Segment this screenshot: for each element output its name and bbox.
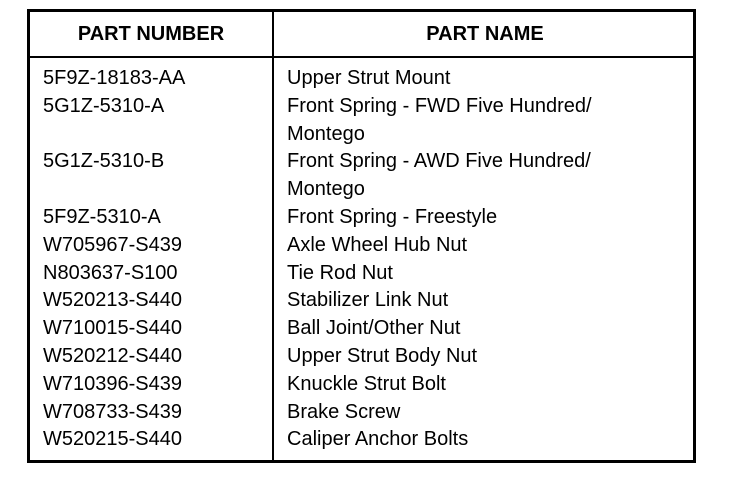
part-name-cell: Upper Strut Body Nut [287,344,478,367]
part-name-cell: Brake Screw [287,400,401,423]
table-row [30,232,693,260]
part-number-cell: W708733-S439 [43,400,182,423]
part-number-cell: W710015-S440 [43,317,182,340]
part-name-cell: Axle Wheel Hub Nut [287,233,468,256]
table-body [30,65,693,454]
table-row [30,287,693,315]
table-row [30,204,693,232]
table-header-row [30,12,693,58]
part-number-cell: 5F9Z-5310-A [43,205,161,228]
part-name-cell: Front Spring - Freestyle [287,205,498,228]
part-number-cell: 5G1Z-5310-B [43,150,165,173]
parts-table [27,9,696,463]
part-number-cell: W520212-S440 [43,344,182,367]
part-name-cell: Front Spring - AWD Five Hundred/ Montego [287,150,591,201]
part-name-cell: Stabilizer Link Nut [287,289,449,312]
table-row [30,260,693,288]
table-row [30,315,693,343]
table-row [30,93,693,149]
part-name-cell: Caliper Anchor Bolts [287,428,469,451]
table-row [30,65,693,93]
part-number-cell: W520215-S440 [43,428,182,451]
part-number-cell: W710396-S439 [43,372,182,395]
part-number-cell: 5G1Z-5310-A [43,94,165,117]
table-row [30,148,693,204]
part-name-cell: Tie Rod Nut [287,261,393,284]
part-name-cell: Knuckle Strut Bolt [287,372,446,395]
part-name-cell: Upper Strut Mount [287,67,451,89]
table-row [30,371,693,399]
header-part-name: PART NAME [426,22,544,45]
part-name-cell: Front Spring - FWD Five Hundred/ Montego [287,94,592,145]
part-number-cell: N803637-S100 [43,261,178,284]
table-row [30,399,693,427]
header-part-number: PART NUMBER [77,22,225,45]
table-row [30,343,693,371]
part-number-cell: W520213-S440 [43,289,182,312]
part-name-cell: Ball Joint/Other Nut [287,317,461,340]
part-number-cell: 5F9Z-18183-AA [43,67,186,89]
part-number-cell: W705967-S439 [43,233,182,256]
table-row [30,426,693,454]
